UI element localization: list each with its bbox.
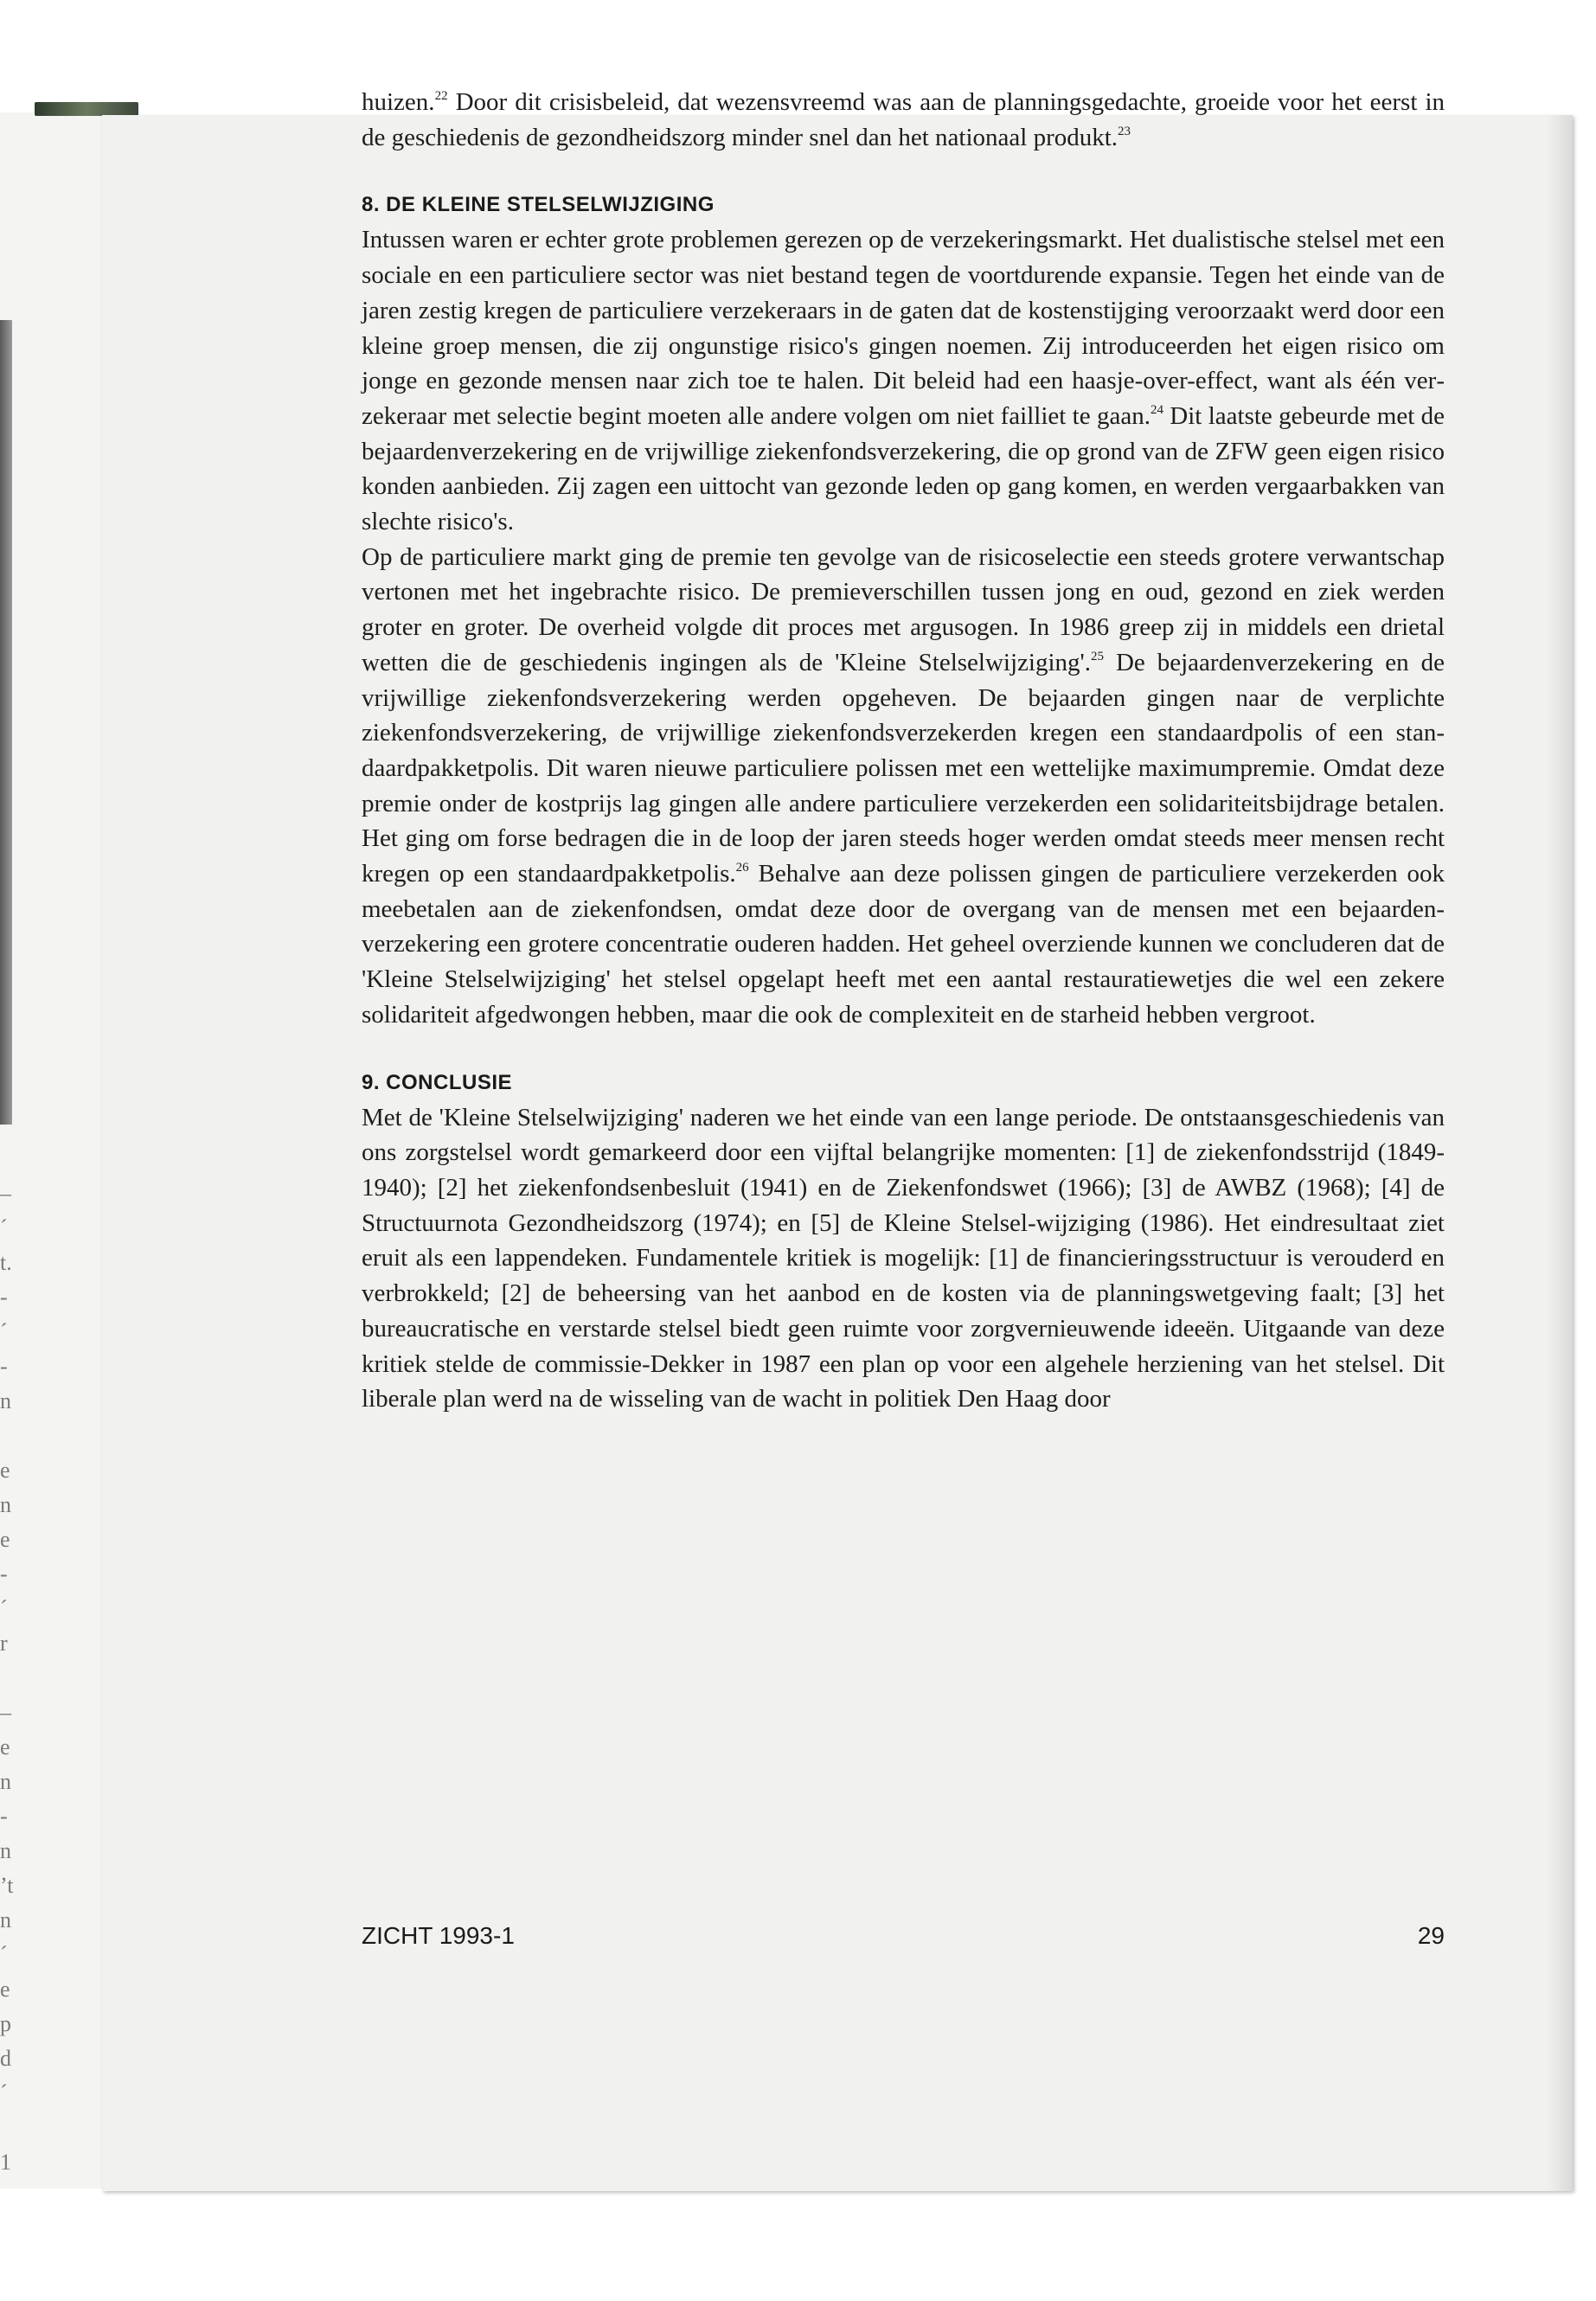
facing-page-fragment: p [0,2011,11,2036]
page-number: 29 [1417,1922,1445,1949]
facing-page-fragment: n [0,1907,11,1932]
facing-page-fragment: - [0,1804,8,1829]
facing-page-text-fragments [0,1176,26,2180]
facing-page [0,112,104,2189]
footnote-ref: 23 [1118,124,1131,138]
journal-issue: ZICHT 1993-1 [362,1922,515,1949]
facing-page-fragment: e [0,1527,10,1552]
facing-page-fragment: ´ [0,1215,8,1240]
facing-page-fragment: - [0,1285,8,1310]
section-8-paragraph-2: Op de particuliere markt ging de premie ten gevolge van de risicoselectie een steeds grotere verwantschap vertonen met het ingebrachte risico. De premieverschillen tussen jong en oud, gezond en ziek werden groter en groter. De overheid volgde dit proces met argusogen. In 1986 greep zij in middels een drietal wetten die de geschiedenis ingingen als de 'Kleine Stelselwijziging'.$^{25}$ De bejaardenverzekering en de vrijwillige ziekenfondsverzekering werden opgeheven. De bejaarden gingen naar de verplichte ziekenfondsverzekering, de vrijwillige ziekenfondsverzekerden kregen een standaardpolis of een standaardpakketpolis. Dit waren nieuwe particuliere polissen met een wettelijke maximumpremie. Omdat deze premie onder de kostprijs lag gingen alle andere particuliere verzekerden een solidariteitsbijdrage betalen. Het ging om forse bedragen die in de loop der jaren steeds hoger werden omdat steeds meer mensen recht kregen op een standaardpakketpolis.$^{26}$ Behalve aan deze polissen gingen de particuliere verzekerden ook meebetalen aan de ziekenfondsen, omdat deze door de overgang van de mensen met een bejaardenverzekering een grotere concentratie ouderen hadden. Het geheel overziende kunnen we concluderen dat de 'Kleine Stelselwijziging' het stelsel opgelapt heeft met een aantal restauratiewetjes die wel een zekere solidariteit afgedwongen hebben, maar die ook de complexiteit en de starheid hebben vergroot. [362,542,1445,1029]
book-spine-edge [35,102,138,116]
facing-page-fragment: e [0,1977,10,2002]
facing-page-fragment [0,1661,26,1695]
facing-page-fragment: e [0,1734,10,1759]
facing-page-fragment: - [0,1561,8,1586]
facing-page-fragment: ´ [0,1942,8,1967]
facing-page-photo-edge [0,320,12,1125]
facing-page-fragment: n [0,1769,11,1794]
footnote-ref: 25 [1091,649,1104,663]
section-9-heading: 9. CONCLUSIE [362,1070,513,1094]
facing-page-fragment: n [0,1838,11,1863]
facing-page-fragment: – [0,1181,11,1206]
facing-page-fragment: e [0,1458,10,1483]
facing-page-fragment: 1 [0,2150,11,2175]
intro-paragraph: huizen.$^{22}$ Door dit crisisbeleid, dat wezensvreemd was aan de planningsgedachte, groeide voor het eerst in de geschiedenis de gezondheidszorg minder snel dan het nationaal produkt.$^{23}$ [362,88,1445,151]
facing-page-fragment: ´ [0,2080,8,2106]
facing-page-fragment: t. [0,1250,12,1275]
facing-page-fragment: d [0,2046,11,2071]
facing-page-fragment: n [0,1388,11,1413]
facing-page-fragment: – [0,1700,11,1725]
page-body [362,85,1445,1417]
section-8-paragraph-1: Intussen waren er echter grote problemen gerezen op de verzekeringsmarkt. Het dualistische stelsel met een sociale en een particuliere sector was niet bestand tegen de voortdurende expansie. Tegen het einde van de jaren zestig kregen de particuliere verzekeraars in de gaten dat de kostenstijging veroorzaakt werd door een kleine groep mensen, die zij ongunstige risico's gingen noemen. Zij introduceerden het eigen risico om jonge en gezonde mensen naar zich toe te halen. Dit beleid had een haasje-over-effect, want als één verzekeraar met selectie begint moeten alle andere volgen om niet failliet te gaan.$^{24}$ Dit laatste gebeurde met de bejaardenverzekering en de vrijwillige ziekenfondsverzekering, die op grond van de ZFW geen eigen risico konden aanbieden. Zij zagen een uittocht van gezonde leden op gang komen, en werden vergaarbakken van slechte risico's. [362,226,1445,536]
facing-page-fragment: - [0,1354,8,1379]
section-8-heading: 8. DE KLEINE STELSELWIJZIGING [362,193,715,217]
footnote-ref: 22 [434,89,448,103]
facing-page-fragment: n [0,1492,11,1517]
page-edge-shadow [1547,115,1573,2191]
section-9-paragraph-1: Met de 'Kleine Stelselwijziging' naderen we het einde van een lange periode. De ontstaansgeschiedenis van ons zorgstelsel wordt gemarkeerd door een vijftal belangrijke momenten: [1] de ziekenfondsstrijd (1849-1940); [2] het ziekenfondsenbesluit (1941) en de Ziekenfondswet (1966); [3] de AWBZ (1968); [4] de Structuurnota Gezondheidszorg (1974); en [5] de Kleine Stelsel-wijziging (1986). Het eindresultaat ziet eruit als een lappendeken. Fundamentele kritiek is mogelijk: [1] de financieringsstructuur is verouderd en verbrokkeld; [2] de beheersing van het aanbod en de kosten via de planningswetgeving faalt; [3] het bureaucratische en verstarde stelsel biedt geen ruimte voor zorgvernieuwende ideeën. Uitgaande van deze kritiek stelde de commissie-Dekker in 1987 een plan op voor een algehele herziening van het stelsel. Dit liberale plan werd na de wisseling van de wacht in politiek Den Haag door [362,1103,1445,1413]
facing-page-fragment: ´ [0,1596,8,1621]
facing-page-fragment [0,1419,26,1453]
facing-page-fragment: ’t [0,1873,14,1898]
footnote-ref: 26 [735,861,749,875]
facing-page-fragment [0,2111,26,2145]
footnote-ref: 24 [1150,402,1163,417]
facing-page-fragment: r [0,1631,8,1656]
facing-page-fragment: ´ [0,1319,8,1344]
